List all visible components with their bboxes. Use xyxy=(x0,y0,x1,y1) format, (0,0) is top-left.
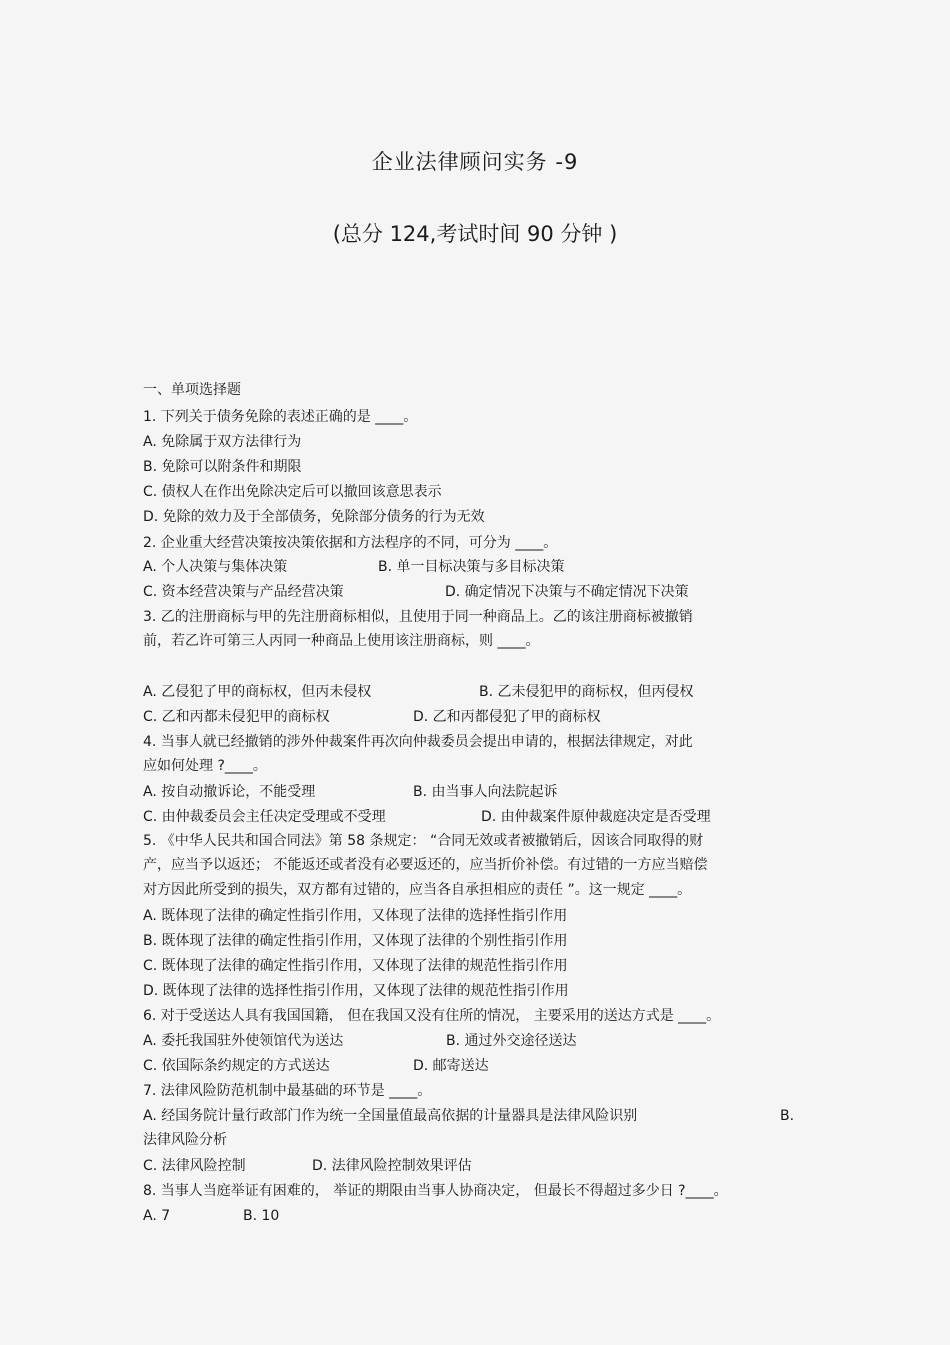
question-7-option-c: C. 法律风险控制 xyxy=(143,1158,246,1174)
question-4-option-d: D. 由仲裁案件原仲裁庭决定是否受理 xyxy=(481,809,711,825)
question-7-option-b-label: B. xyxy=(780,1108,795,1124)
question-8-stem: 8. 当事人当庭举证有困难的， 举证的期限由当事人协商决定， 但最长不得超过多少日 ?____。 xyxy=(143,1183,728,1199)
page-title: 企业法律顾问实务 -9 xyxy=(371,150,579,174)
section-heading: 一、单项选择题 xyxy=(143,382,241,398)
question-2-stem: 2. 企业重大经营决策按决策依据和方法程序的不同，可分为 ____。 xyxy=(143,535,558,551)
question-1-stem: 1. 下列关于债务免除的表述正确的是 ____。 xyxy=(143,409,418,425)
page-subtitle: (总分 124,考试时间 90 分钟 ) xyxy=(332,222,618,246)
question-6-option-a: A. 委托我国驻外使领馆代为送达 xyxy=(143,1033,344,1049)
question-4-option-a: A. 按自动撤诉论，不能受理 xyxy=(143,784,316,800)
question-6-option-d: D. 邮寄送达 xyxy=(413,1058,489,1074)
question-7-option-b-text: 法律风险分析 xyxy=(143,1132,227,1148)
question-6-option-b: B. 通过外交途径送达 xyxy=(446,1033,577,1049)
question-5-stem-line-3: 对方因此所受到的损失，双方都有过错的，应当各自承担相应的责任 ”。这一规定 ____。 xyxy=(143,882,692,898)
question-5-stem-line-1: 5. 《中华人民共和国合同法》第 58 条规定： “合同无效或者被撤销后，因该合同取得的财 xyxy=(143,833,704,849)
question-3-stem-line-2: 前，若乙许可第三人丙同一种商品上使用该注册商标，则 ____。 xyxy=(143,633,540,649)
question-4-stem-line-1: 4. 当事人就已经撤销的涉外仲裁案件再次向仲裁委员会提出申请的，根据法律规定，对此 xyxy=(143,734,693,750)
question-5-option-d: D. 既体现了法律的选择性指引作用，又体现了法律的规范性指引作用 xyxy=(143,983,569,999)
question-2-option-c: C. 资本经营决策与产品经营决策 xyxy=(143,584,344,600)
question-5-option-b: B. 既体现了法律的确定性指引作用，又体现了法律的个别性指引作用 xyxy=(143,933,568,949)
question-6-option-c: C. 依国际条约规定的方式送达 xyxy=(143,1058,330,1074)
question-2-option-d: D. 确定情况下决策与不确定情况下决策 xyxy=(445,584,689,600)
question-2-option-b: B. 单一目标决策与多目标决策 xyxy=(378,559,565,575)
question-4-option-c: C. 由仲裁委员会主任决定受理或不受理 xyxy=(143,809,386,825)
question-4-stem-line-2: 应如何处理 ?____。 xyxy=(143,758,267,774)
question-7-stem: 7. 法律风险防范机制中最基础的环节是 ____。 xyxy=(143,1083,432,1099)
question-3-option-c: C. 乙和丙都未侵犯甲的商标权 xyxy=(143,709,330,725)
question-8-option-a: A. 7 xyxy=(143,1208,171,1224)
question-5-option-a: A. 既体现了法律的确定性指引作用，又体现了法律的选择性指引作用 xyxy=(143,908,568,924)
question-3-option-a: A. 乙侵犯了甲的商标权，但丙未侵权 xyxy=(143,684,372,700)
question-5-stem-line-2: 产，应当予以返还； 不能返还或者没有必要返还的，应当折价补偿。有过错的一方应当赔偿 xyxy=(143,857,708,873)
question-3-stem-line-1: 3. 乙的注册商标与甲的先注册商标相似，且使用于同一种商品上。乙的该注册商标被撤销 xyxy=(143,609,693,625)
question-1-option-b: B. 免除可以附条件和期限 xyxy=(143,459,302,475)
question-1-option-d: D. 免除的效力及于全部债务，免除部分债务的行为无效 xyxy=(143,509,485,525)
question-7-option-d: D. 法律风险控制效果评估 xyxy=(312,1158,472,1174)
question-5-option-c: C. 既体现了法律的确定性指引作用，又体现了法律的规范性指引作用 xyxy=(143,958,568,974)
question-1-option-c: C. 债权人在作出免除决定后可以撤回该意思表示 xyxy=(143,484,442,500)
question-8-option-b: B. 10 xyxy=(243,1208,280,1224)
question-2-option-a: A. 个人决策与集体决策 xyxy=(143,559,288,575)
question-1-option-a: A. 免除属于双方法律行为 xyxy=(143,434,302,450)
question-7-option-a: A. 经国务院计量行政部门作为统一全国量值最高依据的计量器具是法律风险识别 xyxy=(143,1108,638,1124)
question-4-option-b: B. 由当事人向法院起诉 xyxy=(413,784,558,800)
question-6-stem: 6. 对于受送达人具有我国国籍， 但在我国又没有住所的情况， 主要采用的送达方式是 ____。 xyxy=(143,1008,721,1024)
question-3-option-d: D. 乙和丙都侵犯了甲的商标权 xyxy=(413,709,601,725)
question-3-option-b: B. 乙未侵犯甲的商标权，但丙侵权 xyxy=(479,684,694,700)
